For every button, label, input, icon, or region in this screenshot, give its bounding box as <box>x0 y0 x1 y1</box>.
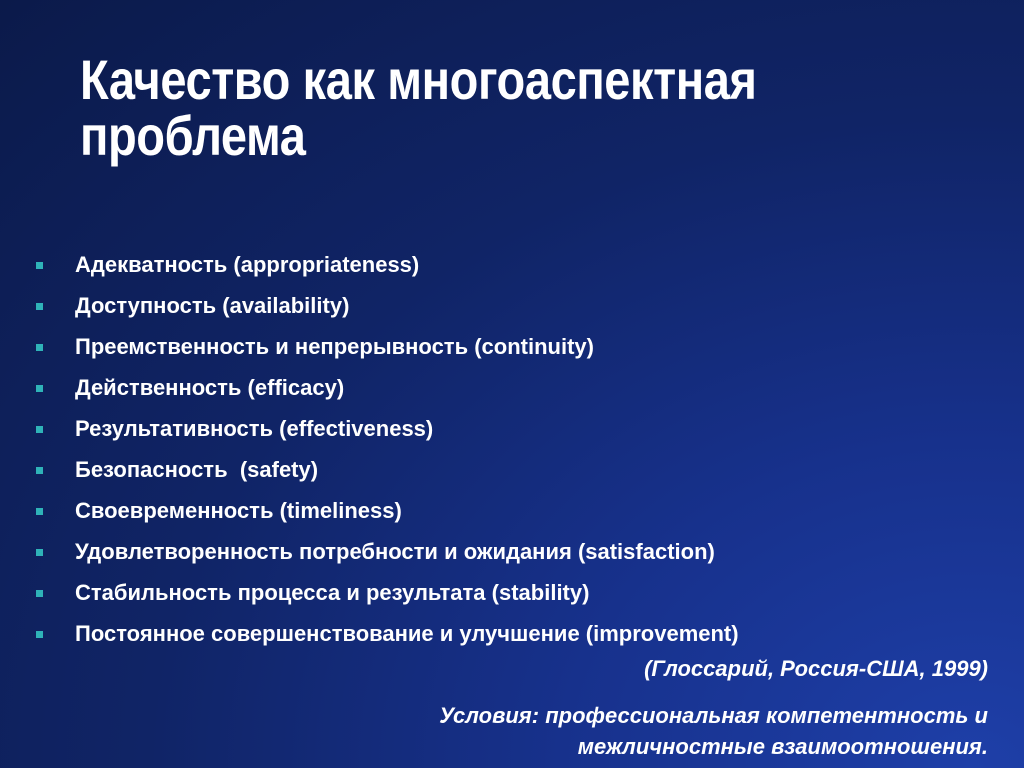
bullet-text: Стабильность процесса и результата (stability) <box>75 580 590 605</box>
square-bullet-icon <box>36 508 43 515</box>
bullet-text: Преемственность и непрерывность (continuity) <box>75 334 594 359</box>
square-bullet-icon <box>36 344 43 351</box>
bullet-text: Своевременность (timeliness) <box>75 498 402 523</box>
square-bullet-icon <box>36 590 43 597</box>
square-bullet-icon <box>36 549 43 556</box>
title-line: Качество как многоаспектная <box>80 48 757 111</box>
conditions-line: Условия: профессиональная компетентность и <box>439 703 988 728</box>
square-bullet-icon <box>36 262 43 269</box>
citation: (Глоссарий, Россия-США, 1999) <box>644 656 988 681</box>
conditions-line: межличностные взаимоотношения. <box>577 734 988 759</box>
square-bullet-icon <box>36 385 43 392</box>
bullet-text: Результативность (effectiveness) <box>75 416 434 441</box>
square-bullet-icon <box>36 426 43 433</box>
bullet-text: Действенность (efficacy) <box>75 375 345 400</box>
bullet-text: Удовлетворенность потребности и ожидания (satisfaction) <box>75 539 715 564</box>
square-bullet-icon <box>36 303 43 310</box>
square-bullet-icon <box>36 467 43 474</box>
slide-title <box>80 48 836 167</box>
bullet-text: Доступность (availability) <box>75 293 350 318</box>
bullet-text: Постоянное совершенствование и улучшение (improvement) <box>75 621 739 646</box>
bullet-text: Адекватность (appropriateness) <box>75 252 420 277</box>
bullet-text: Безопасность (safety) <box>75 457 319 482</box>
conditions-note <box>439 700 988 762</box>
title-line: проблема <box>80 104 306 167</box>
square-bullet-icon <box>36 631 43 638</box>
